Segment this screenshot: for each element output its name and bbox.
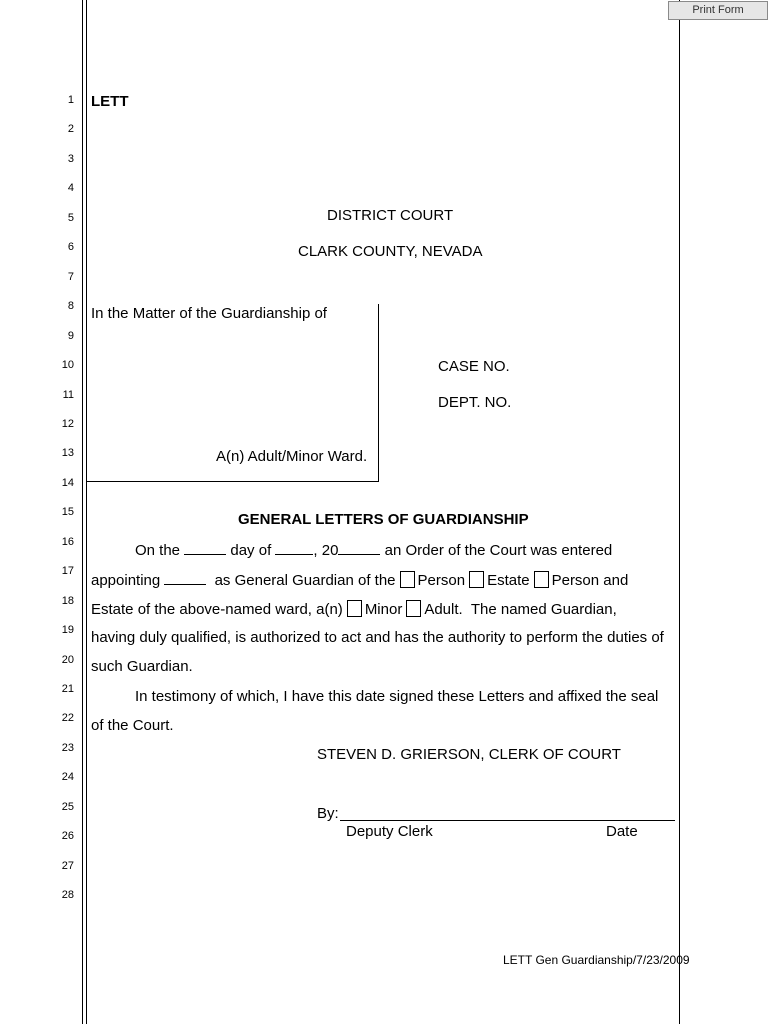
body-text: Adult. [424, 601, 463, 618]
adult-checkbox[interactable] [406, 600, 421, 617]
line-number: 7 [67, 270, 74, 283]
line-number: 27 [61, 859, 74, 872]
left-margin-line-inner [86, 0, 87, 1024]
caption-ward: A(n) Adult/Minor Ward. [216, 448, 368, 465]
line-number: 4 [67, 182, 74, 195]
signature-line[interactable] [340, 820, 675, 821]
line-number: 6 [67, 241, 74, 254]
guardian-name-blank[interactable] [164, 570, 206, 585]
body-text: Estate of the above-named ward, a(n) [91, 601, 343, 618]
line-number: 21 [61, 683, 74, 695]
year-blank[interactable] [338, 540, 380, 555]
body-text: On the [135, 542, 181, 559]
body-text: Person and [551, 572, 629, 589]
line-number: 20 [61, 653, 74, 666]
court-name: DISTRICT COURT [327, 207, 454, 224]
line-number: 17 [61, 565, 74, 578]
line-number: 9 [67, 329, 74, 342]
line-number: 8 [67, 300, 74, 313]
signature-by-label: By: [317, 805, 339, 822]
line-number: 25 [61, 800, 74, 813]
line-number: 13 [61, 447, 74, 460]
case-no-label: CASE NO. [438, 358, 510, 375]
body-text: , 20 [313, 542, 339, 559]
body-line-6: In testimony of which, I have this date signed these Letters and affixed the seal [135, 688, 659, 705]
body-text: day of [230, 542, 272, 559]
person-checkbox[interactable] [400, 571, 415, 588]
body-line-7: of the Court. [91, 717, 174, 734]
body-text: Minor [364, 601, 403, 618]
month-blank[interactable] [275, 540, 313, 555]
line-number: 16 [61, 535, 74, 548]
clerk-name: STEVEN D. GRIERSON, CLERK OF COURT [317, 746, 621, 763]
left-margin-line-outer [82, 0, 83, 1024]
body-text: Person [417, 572, 466, 589]
body-line-2 [91, 570, 628, 590]
minor-checkbox[interactable] [347, 600, 362, 617]
line-number: 18 [61, 594, 74, 607]
line-number: 28 [61, 889, 74, 902]
body-line-3 [91, 600, 617, 619]
footer-form-id: LETT Gen Guardianship/7/23/2009 [503, 953, 690, 967]
print-form-button[interactable]: Print Form [668, 1, 768, 20]
line-number: 23 [61, 741, 74, 754]
date-label: Date [606, 823, 638, 840]
person-and-estate-checkbox[interactable] [534, 571, 549, 588]
caption-matter: In the Matter of the Guardianship of [91, 305, 327, 322]
line-number: 14 [61, 476, 74, 489]
body-line-4: having duly qualified, is authorized to act and has the authority to perform the duties of [91, 629, 664, 646]
body-line-1 [135, 540, 612, 560]
dept-no-label: DEPT. NO. [438, 394, 512, 411]
body-line-5: such Guardian. [91, 658, 193, 675]
estate-checkbox[interactable] [469, 571, 484, 588]
body-text: an Order of the Court was entered [384, 542, 613, 559]
day-blank[interactable] [184, 540, 226, 555]
court-county: CLARK COUNTY, NEVADA [298, 243, 483, 260]
line-number: 5 [67, 211, 74, 224]
line-number: 1 [67, 94, 74, 106]
line-number: 15 [61, 506, 74, 519]
body-text: appointing [91, 572, 161, 589]
line-number: 24 [61, 771, 74, 784]
body-text: The named Guardian, [470, 601, 617, 618]
body-text: Estate [487, 572, 530, 589]
line-number: 2 [67, 123, 74, 136]
body-text: as General Guardian of the [214, 572, 396, 589]
line-number: 10 [61, 359, 74, 372]
line-number: 11 [62, 388, 74, 401]
line-number: 3 [67, 152, 74, 165]
deputy-clerk-label: Deputy Clerk [346, 823, 433, 840]
form-code: LETT [91, 93, 129, 110]
line-number: 26 [61, 830, 74, 843]
right-margin-line [679, 0, 680, 1024]
line-number: 22 [61, 712, 74, 725]
line-number: 19 [61, 624, 74, 637]
document-title: GENERAL LETTERS OF GUARDIANSHIP [238, 511, 529, 528]
line-number: 12 [61, 417, 74, 430]
